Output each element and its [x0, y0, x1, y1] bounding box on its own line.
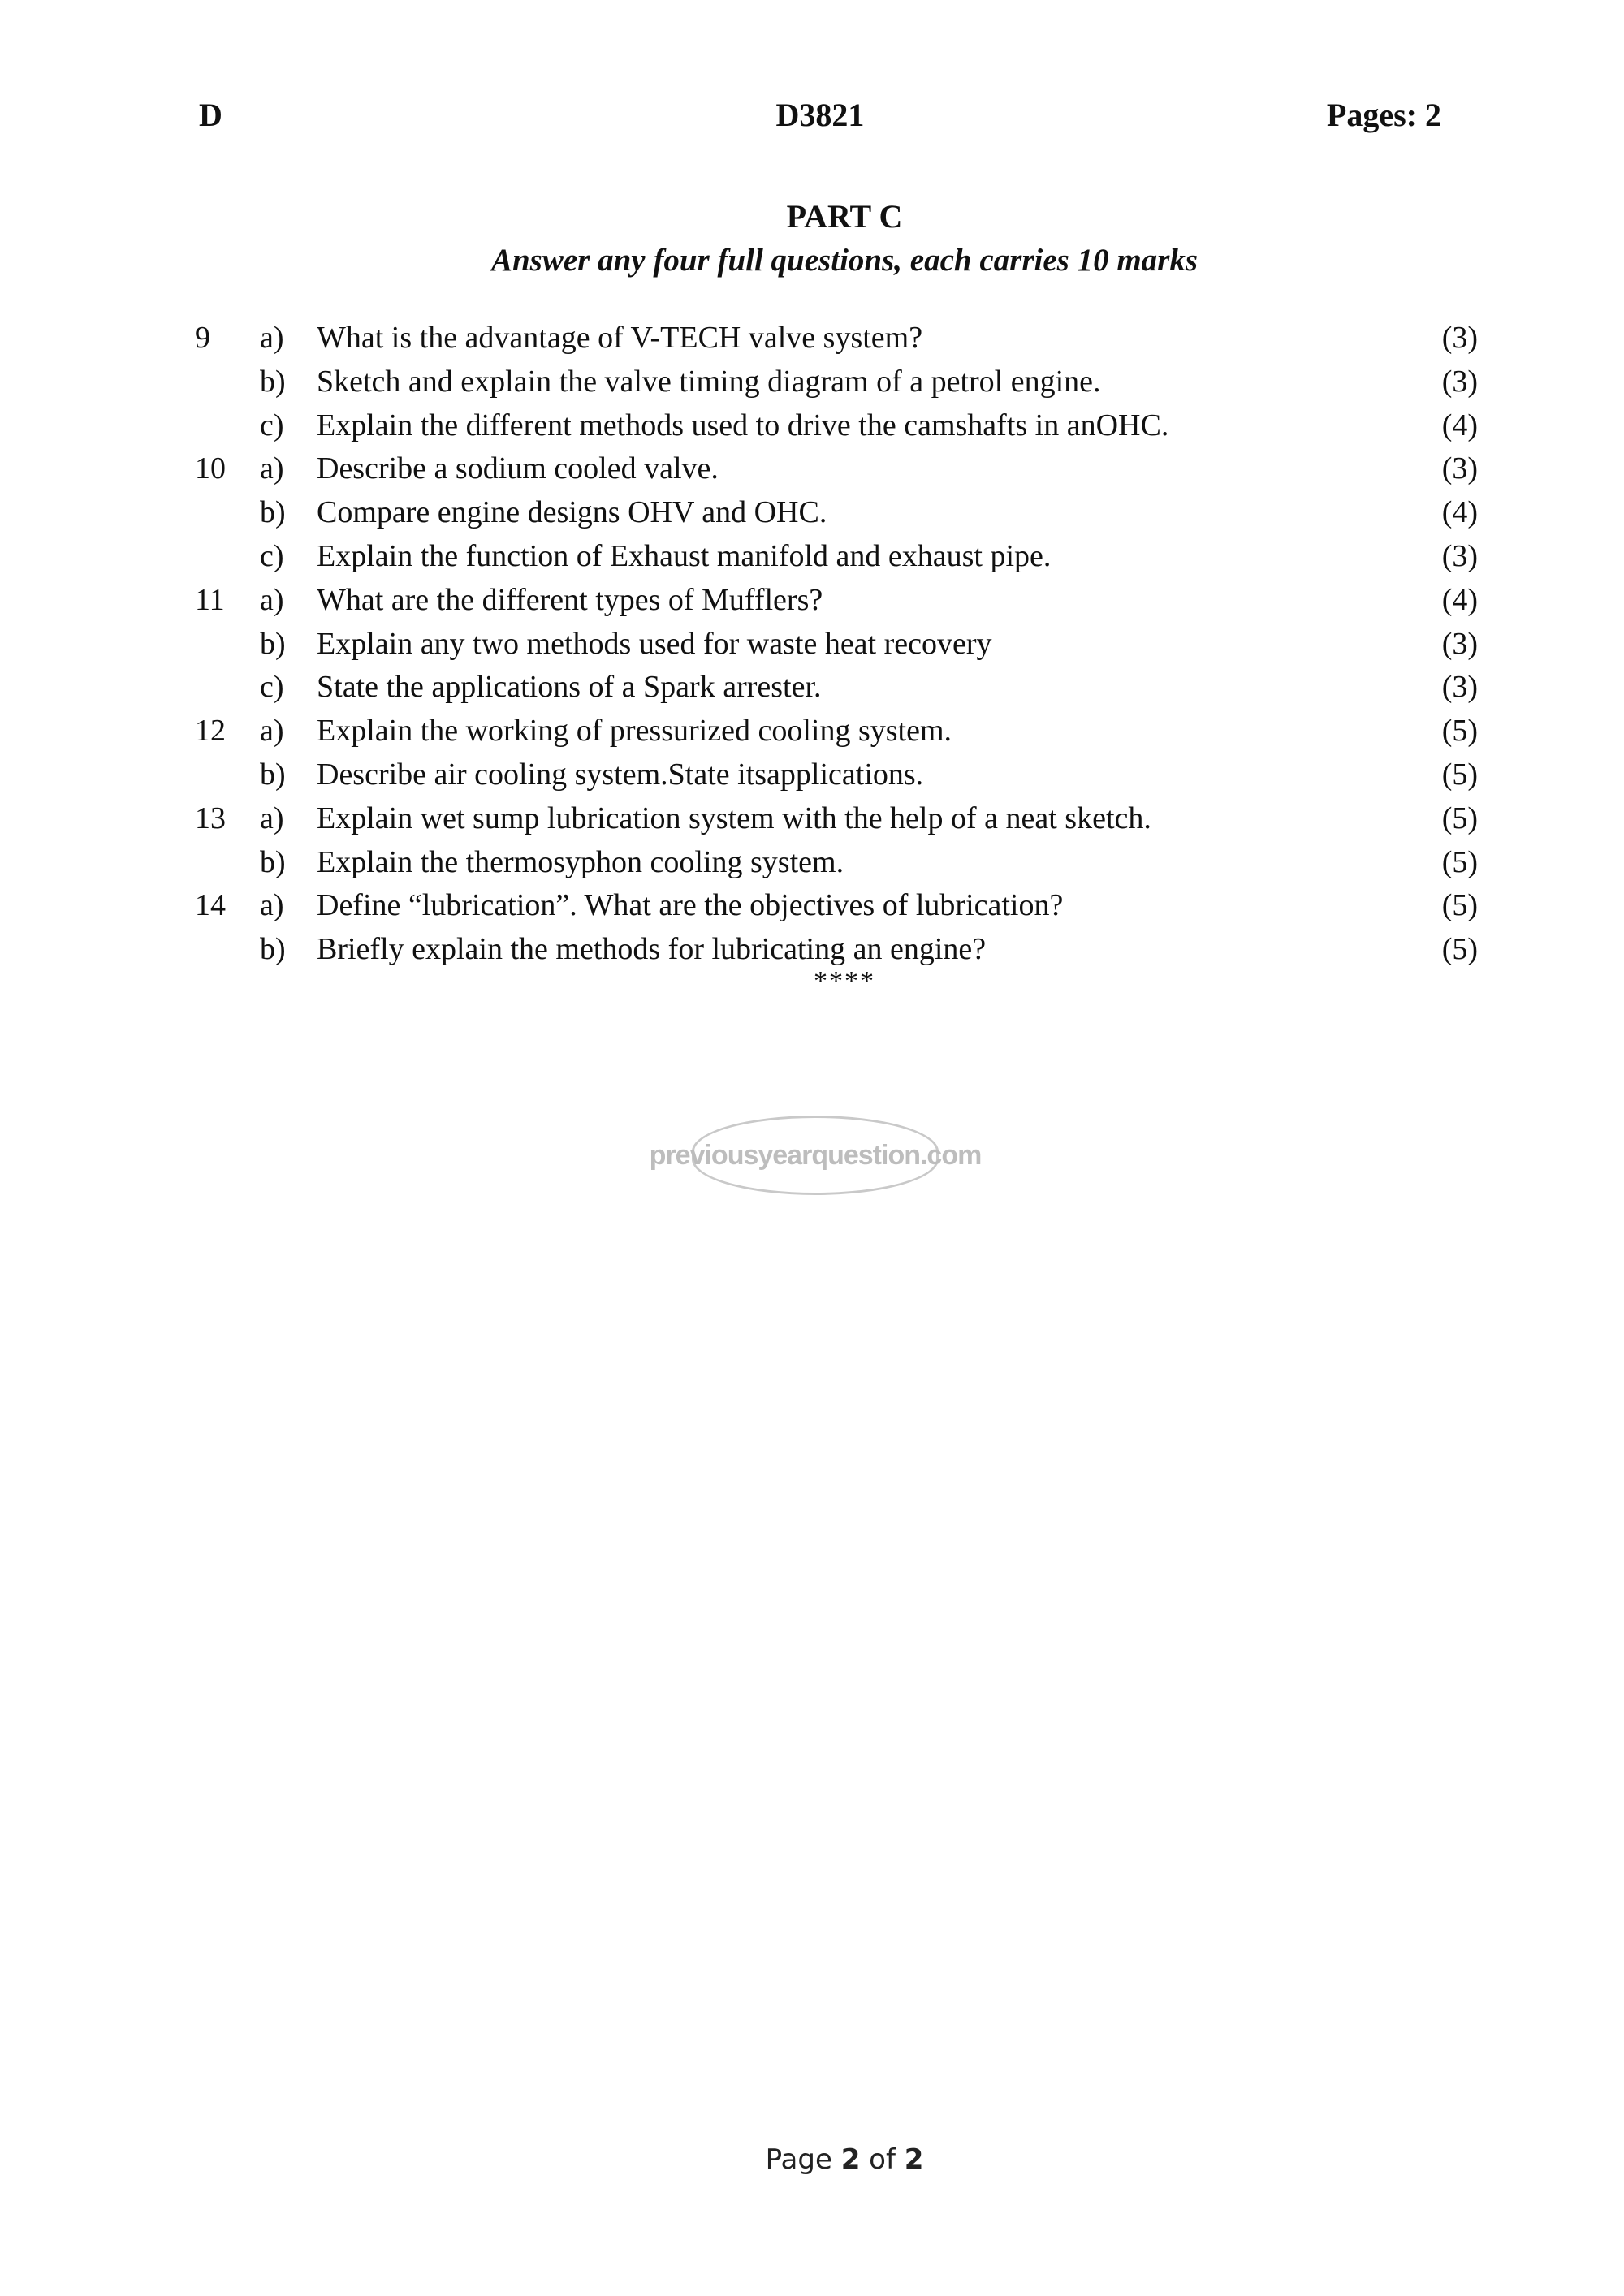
question-marks: (5) [1441, 757, 1478, 792]
question-subpart: b) [260, 844, 286, 879]
question-subpart: b) [260, 932, 286, 967]
question-row [195, 447, 1478, 491]
question-marks: (3) [1441, 670, 1478, 705]
question-subpart: b) [260, 757, 286, 792]
question-row [195, 841, 1478, 885]
question-text: Explain the working of pressurized cooling system. [317, 714, 952, 749]
question-text: Describe a sodium cooled valve. [317, 451, 719, 486]
question-text: What is the advantage of V-TECH valve system? [317, 321, 923, 355]
question-number: 11 [195, 582, 225, 617]
question-subpart: c) [260, 408, 284, 442]
question-row [195, 491, 1478, 535]
question-row [195, 884, 1478, 928]
page-footer [0, 2143, 1624, 2176]
question-marks: (3) [1441, 451, 1478, 486]
question-row [195, 535, 1478, 579]
footer-page-label: Page [765, 2143, 832, 2176]
question-subpart: a) [260, 451, 284, 486]
question-list [195, 317, 1478, 972]
question-subpart: c) [260, 670, 284, 705]
question-row [195, 928, 1478, 972]
question-row [195, 666, 1478, 710]
question-text: Explain the function of Exhaust manifold and exhaust pipe. [317, 538, 1052, 573]
question-marks: (3) [1441, 364, 1478, 399]
question-row [195, 797, 1478, 841]
question-text: Explain the thermosyphon cooling system. [317, 844, 844, 879]
question-row [195, 623, 1478, 667]
question-marks: (3) [1441, 626, 1478, 661]
question-marks: (5) [1441, 932, 1478, 967]
question-text: Define “lubrication”. What are the objectives of lubrication? [317, 888, 1064, 923]
question-row [195, 753, 1478, 797]
question-marks: (5) [1441, 801, 1478, 835]
question-subpart: b) [260, 495, 286, 530]
question-subpart: a) [260, 888, 284, 923]
header-paper-code: D3821 [775, 97, 865, 133]
footer-total-pages: 2 [904, 2143, 924, 2176]
question-text: Sketch and explain the valve timing diagram of a petrol engine. [317, 364, 1101, 399]
question-text: Explain any two methods used for waste heat recovery [317, 626, 992, 661]
question-marks: (5) [1441, 714, 1478, 749]
question-subpart: a) [260, 321, 284, 355]
question-text: Explain the different methods used to drive the camshafts in anOHC. [317, 408, 1169, 442]
watermark-text: previousyearquestion.com [649, 1139, 982, 1171]
question-marks: (4) [1441, 408, 1478, 442]
question-marks: (3) [1441, 538, 1478, 573]
question-text: Describe air cooling system.State itsapplications. [317, 757, 924, 792]
question-text: State the applications of a Spark arrester. [317, 670, 822, 705]
footer-current-page: 2 [840, 2143, 861, 2176]
question-subpart: b) [260, 626, 286, 661]
question-number: 14 [195, 888, 226, 923]
question-number: 13 [195, 801, 226, 835]
question-marks: (5) [1441, 888, 1478, 923]
question-number: 9 [195, 321, 210, 355]
part-instruction: Answer any four full questions, each carries 10 marks [490, 243, 1199, 278]
question-text: Explain wet sump lubrication system with the help of a neat sketch. [317, 801, 1151, 835]
question-number: 10 [195, 451, 226, 486]
question-subpart: c) [260, 538, 284, 573]
question-subpart: a) [260, 801, 284, 835]
question-marks: (4) [1441, 495, 1478, 530]
header-page-count: Pages: 2 [1326, 97, 1441, 133]
question-row [195, 710, 1478, 753]
question-text: Compare engine designs OHV and OHC. [317, 495, 827, 530]
question-row [195, 360, 1478, 404]
header-series-code: D [199, 97, 222, 133]
question-row [195, 404, 1478, 448]
question-row [195, 317, 1478, 360]
part-title: PART C [786, 198, 903, 235]
question-number: 12 [195, 714, 226, 749]
question-marks: (5) [1441, 844, 1478, 879]
footer-of-label: of [869, 2143, 896, 2176]
watermark-logo [649, 1116, 982, 1195]
question-subpart: a) [260, 714, 284, 749]
question-text: Briefly explain the methods for lubricating an engine? [317, 932, 987, 967]
question-marks: (4) [1441, 582, 1478, 617]
question-row [195, 579, 1478, 623]
page-header [199, 96, 1441, 145]
question-marks: (3) [1441, 321, 1478, 355]
end-of-paper-mark: **** [814, 966, 875, 996]
question-subpart: b) [260, 364, 286, 399]
question-text: What are the different types of Mufflers? [317, 582, 823, 617]
question-subpart: a) [260, 582, 284, 617]
